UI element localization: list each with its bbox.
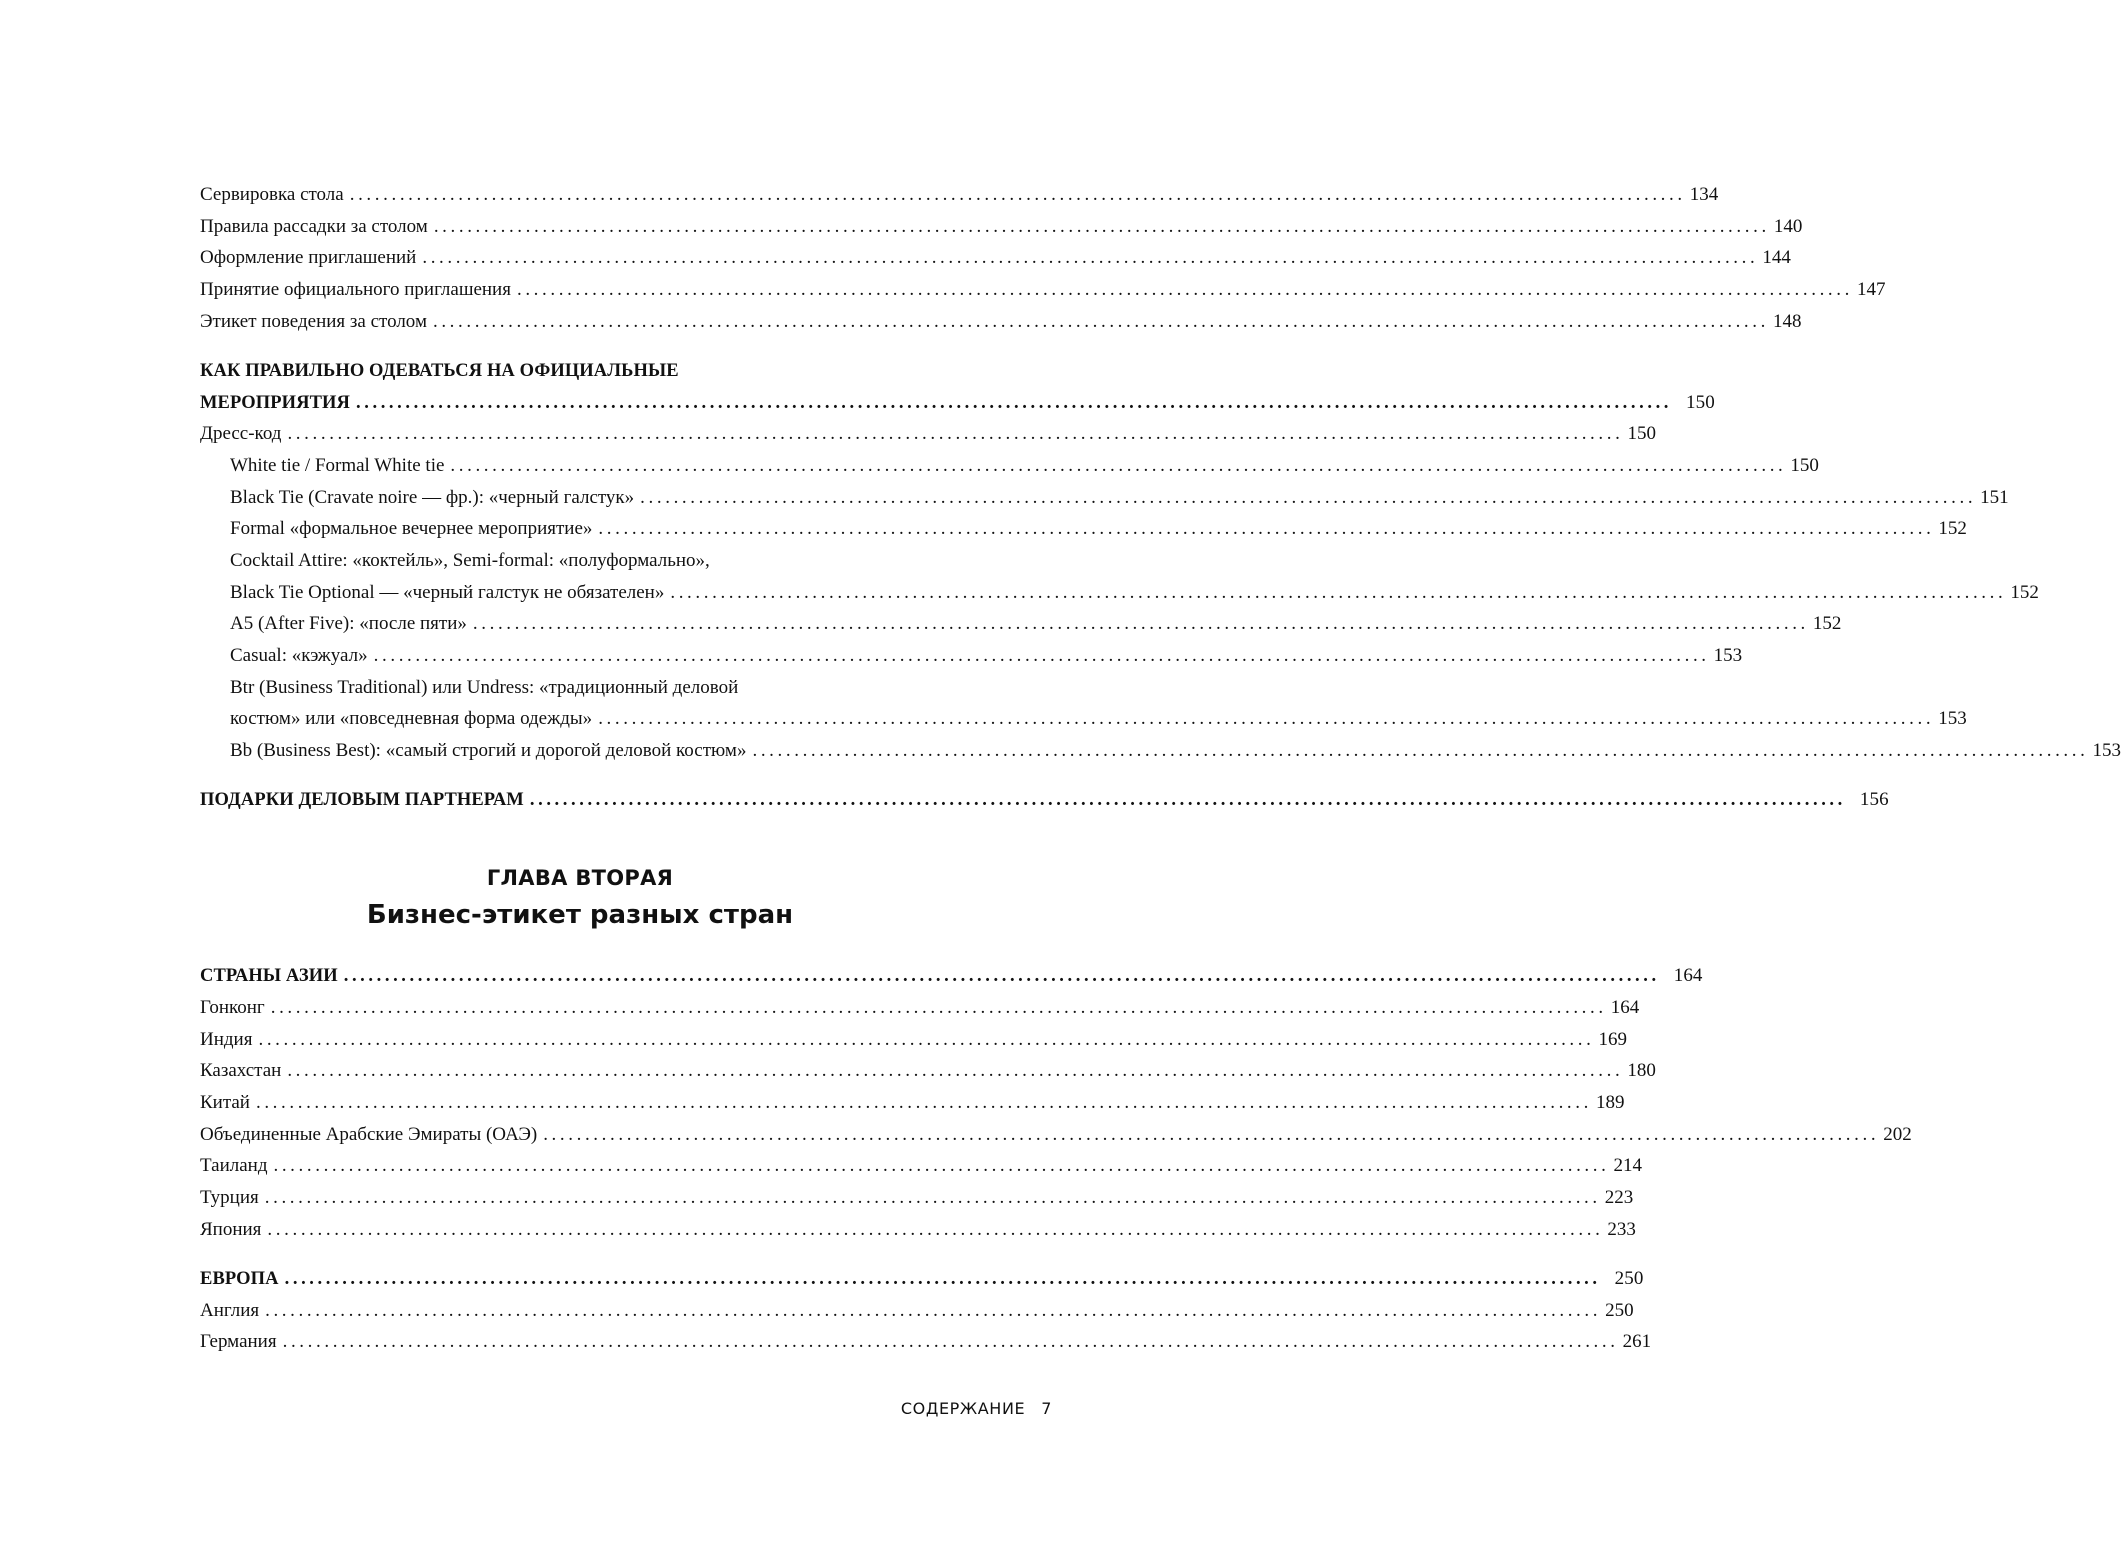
toc-entry-page: 156: [1859, 789, 1889, 810]
dot-leader: ................................................................................................................................................................: [640, 487, 1977, 508]
dot-leader: ................................................................................................................................................................: [273, 1155, 1610, 1176]
toc-section-heading[interactable]: [200, 1264, 1644, 1294]
toc-entry-page: 134: [1689, 184, 1719, 205]
dot-leader: ................................................................................................................................................................: [752, 740, 2089, 761]
toc-entry[interactable]: [200, 419, 1656, 449]
toc-entry-title: Турция: [200, 1187, 259, 1208]
toc-entry-title: Принятие официального приглашения: [200, 279, 511, 300]
dot-leader: ................................................................................................................................................................: [267, 1219, 1604, 1240]
toc-entry[interactable]: [200, 1025, 1627, 1055]
toc-entry[interactable]: [200, 993, 1640, 1023]
dot-leader: ................................................................................................................................................................: [450, 455, 1787, 476]
toc-entry[interactable]: [200, 1183, 1634, 1213]
toc-entry-title: Правила рассадки за столом: [200, 216, 428, 237]
dot-leader: ................................................................................................................................................................: [422, 247, 1759, 268]
dot-leader: ................................................................................................................................................................: [284, 1269, 1601, 1289]
toc-subentry[interactable]: [230, 451, 1819, 481]
toc-entry-title: Casual: «кэжуал»: [230, 645, 368, 666]
dot-leader: ................................................................................................................................................................: [265, 1300, 1602, 1321]
dot-leader: ................................................................................................................................................................: [343, 966, 1660, 986]
toc-entry[interactable]: [200, 307, 1802, 337]
dot-leader: ................................................................................................................................................................: [529, 790, 1846, 810]
toc-entry-title: A5 (After Five): «после пяти»: [230, 613, 467, 634]
toc-entry-title: Германия: [200, 1331, 277, 1352]
dot-leader: ................................................................................................................................................................: [373, 645, 1710, 666]
toc-entry[interactable]: [200, 180, 1719, 210]
toc-entry-title: Black Tie (Cravate noire — фр.): «черный галстук»: [230, 487, 635, 508]
toc-entry-page: 148: [1772, 311, 1802, 332]
toc-entry-page: 202: [1883, 1124, 1912, 1145]
toc-entry-page: 144: [1762, 247, 1791, 268]
toc-entry[interactable]: [200, 275, 1886, 305]
toc-subentry-line1: Cocktail Attire: «коктейль», Semi-formal: «полуформально»,: [230, 550, 710, 571]
toc-subentry[interactable]: [230, 514, 1967, 544]
toc-subentry[interactable]: [230, 483, 2009, 513]
dot-leader: ................................................................................................................................................................: [287, 1060, 1624, 1081]
toc-entry-title: ПОДАРКИ ДЕЛОВЫМ ПАРТНЕРАМ: [200, 790, 524, 810]
dot-leader: ................................................................................................................................................................: [543, 1124, 1880, 1145]
toc-entry-page: 189: [1595, 1092, 1625, 1113]
dot-leader: ................................................................................................................................................................: [516, 279, 1853, 300]
toc-entry-title: Дресс-код: [200, 423, 282, 444]
toc-subentry[interactable]: [230, 736, 2121, 766]
toc-entry-page: 164: [1610, 997, 1640, 1018]
toc-subentry[interactable]: [230, 609, 1842, 639]
toc-entry-page: 150: [1686, 392, 1715, 413]
toc-entry-title: Таиланд: [200, 1155, 268, 1176]
chapter-title: Бизнес-этикет разных стран: [366, 900, 794, 930]
toc-entry-page: 152: [1938, 518, 1967, 539]
toc-entry-title: Formal «формальное вечернее мероприятие»: [230, 518, 593, 539]
toc-entry-page: 169: [1598, 1029, 1627, 1050]
toc-entry-page: 153: [1938, 708, 1967, 729]
dot-leader: ................................................................................................................................................................: [255, 1092, 1592, 1113]
toc-entry-title: Китай: [200, 1092, 250, 1113]
toc-section-heading[interactable]: [200, 961, 1703, 991]
chapter-kicker: ГЛАВА ВТОРАЯ: [486, 866, 674, 890]
toc-entry[interactable]: [200, 212, 1803, 242]
dot-leader: ................................................................................................................................................................: [356, 393, 1673, 413]
toc-entry-page: 180: [1627, 1060, 1656, 1081]
toc-entry-title: Оформление приглашений: [200, 247, 417, 268]
toc-entry-title: ЕВРОПА: [200, 1269, 279, 1289]
toc-entry-title: White tie / Formal White tie: [230, 455, 445, 476]
dot-leader: ................................................................................................................................................................: [264, 1187, 1601, 1208]
toc-entry[interactable]: [200, 1215, 1636, 1245]
toc-subentry[interactable]: [230, 704, 1967, 734]
toc-entry-title: СТРАНЫ АЗИИ: [200, 966, 338, 986]
toc-entry-page: 250: [1605, 1300, 1634, 1321]
dot-leader: ................................................................................................................................................................: [433, 216, 1770, 237]
dot-leader: ................................................................................................................................................................: [598, 708, 1935, 729]
toc-entry-page: 153: [2092, 740, 2121, 761]
toc-entry-page: 214: [1613, 1155, 1642, 1176]
footer-section-label: СОДЕРЖАНИЕ: [900, 1399, 1026, 1418]
toc-entry-page: 147: [1856, 279, 1886, 300]
toc-entry-title: Bb (Business Best): «самый строгий и дорогой деловой костюм»: [230, 740, 747, 761]
toc-entry-title: МЕРОПРИЯТИЯ: [200, 393, 351, 413]
toc-entry[interactable]: [200, 1056, 1656, 1086]
dot-leader: ................................................................................................................................................................: [349, 184, 1686, 205]
toc-entry-page: 150: [1790, 455, 1819, 476]
footer-page-number: 7: [1041, 1399, 1052, 1418]
dot-leader: ................................................................................................................................................................: [270, 997, 1607, 1018]
toc-entry-page: 223: [1604, 1187, 1634, 1208]
toc-entry-title: Англия: [200, 1300, 260, 1321]
dot-leader: ................................................................................................................................................................: [287, 423, 1624, 444]
toc-entry[interactable]: [200, 243, 1791, 273]
running-footer: [901, 1397, 1052, 1421]
toc-entry-title: Сервировка стола: [200, 184, 344, 205]
dot-leader: ................................................................................................................................................................: [670, 582, 2007, 603]
toc-entry-page: 261: [1622, 1331, 1652, 1352]
toc-section-heading-line1: КАК ПРАВИЛЬНО ОДЕВАТЬСЯ НА ОФИЦИАЛЬНЫЕ: [200, 361, 679, 381]
toc-entry-title: Казахстан: [200, 1060, 282, 1081]
toc-entry-page: 250: [1614, 1268, 1644, 1289]
dot-leader: ................................................................................................................................................................: [282, 1331, 1619, 1352]
dot-leader: ................................................................................................................................................................: [472, 613, 1809, 634]
toc-entry[interactable]: [200, 1151, 1642, 1181]
toc-entry-title: Объединенные Арабские Эмираты (ОАЭ): [200, 1124, 538, 1145]
toc-entry-title: Япония: [200, 1219, 262, 1240]
toc-entry-page: 164: [1673, 965, 1703, 986]
toc-entry[interactable]: [200, 1296, 1634, 1326]
dot-leader: ................................................................................................................................................................: [432, 311, 1769, 332]
toc-entry-title: Гонконг: [200, 997, 265, 1018]
toc-section-heading[interactable]: [200, 388, 1715, 418]
toc-entry-page: 150: [1627, 423, 1656, 444]
dot-leader: ................................................................................................................................................................: [598, 518, 1935, 539]
dot-leader: ................................................................................................................................................................: [258, 1029, 1595, 1050]
toc-entry-page: 152: [2010, 582, 2039, 603]
toc-subentry[interactable]: [230, 641, 1743, 671]
toc-entry-page: 153: [1713, 645, 1743, 666]
toc-entry-page: 140: [1773, 216, 1803, 237]
toc-subentry[interactable]: [230, 578, 2039, 608]
toc-entry[interactable]: [200, 1327, 1652, 1357]
toc-entry[interactable]: [200, 1120, 1912, 1150]
toc-entry-title: Индия: [200, 1029, 253, 1050]
toc-entry[interactable]: [200, 1088, 1625, 1118]
toc-entry-title: Black Tie Optional — «черный галстук не обязателен»: [230, 582, 665, 603]
toc-subentry-line1: Btr (Business Traditional) или Undress: «традиционный деловой: [230, 677, 739, 698]
toc-entry-page: 151: [1980, 487, 2009, 508]
toc-entry-page: 152: [1812, 613, 1842, 634]
toc-section-heading[interactable]: [200, 785, 1889, 815]
toc-entry-title: Этикет поведения за столом: [200, 311, 427, 332]
toc-entry-title: костюм» или «повседневная форма одежды»: [230, 708, 593, 729]
toc-entry-page: 233: [1607, 1219, 1636, 1240]
